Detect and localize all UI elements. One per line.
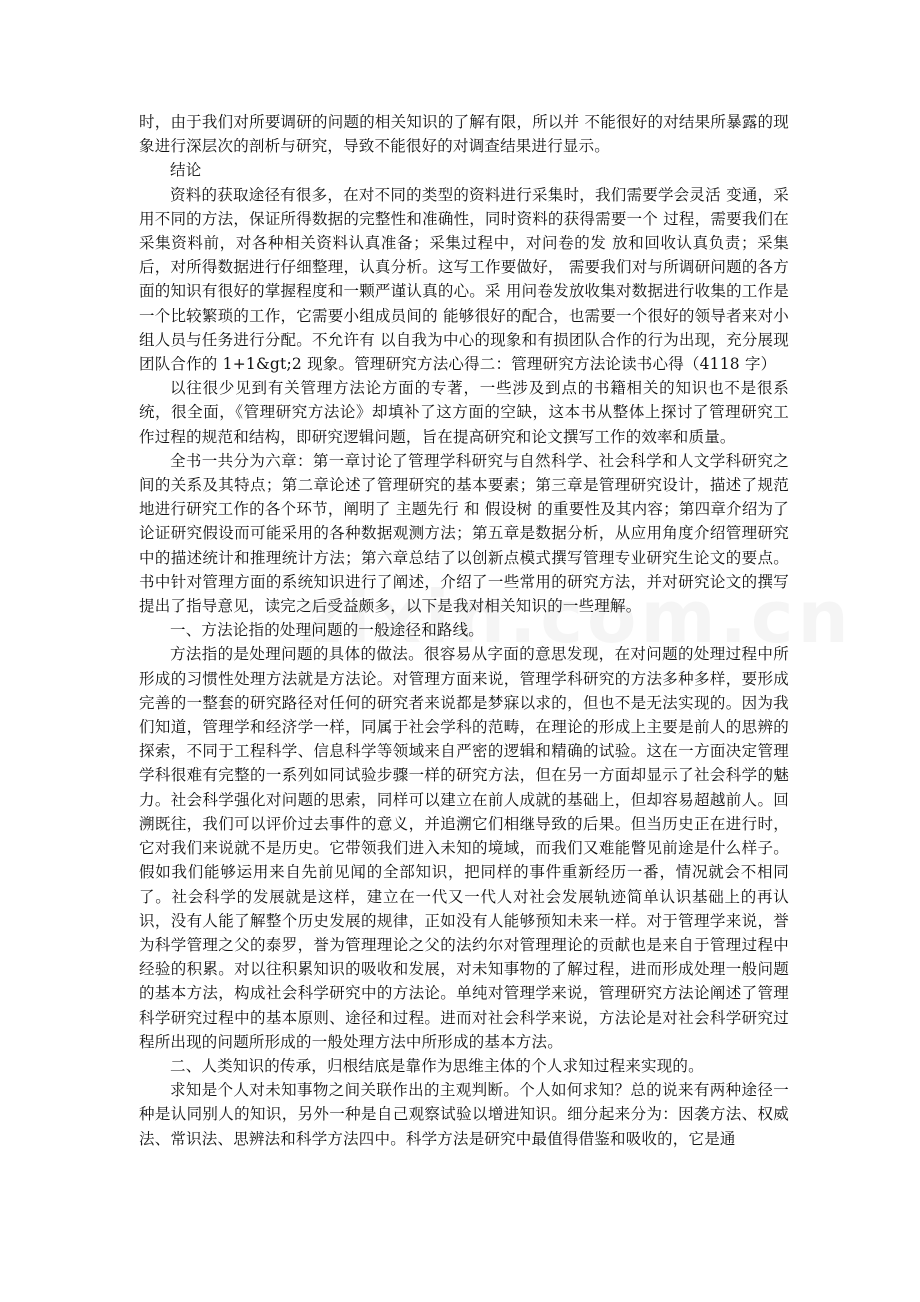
heading-conclusion: 结论 [170,161,202,180]
paragraph-methodology: 方法指的是处理问题的具体的做法。很容易从字面的意思发现，在对问题的处理过程中所形成的习惯性处理方法就是方法论。对管理方面来说，管理学科研究的方法多种多样，要形成完善的一整套的研究路径对任何的研究者来说都是梦寐以求的，但也不是无法实现的。因为我们知道，管理学和经济学一样，同属于社会学科的范畴，在理论的形成上主要是前人的思辨的探索，不同于工程科学、信息科学等领域来自严密的逻辑和精确的试验。这在一方面决定管理学科很难有完整的一系列如同试验步骤一样的研究方法，但在另一方面却显示了社会科学的魅力。社会科学强化对问题的思索，同样可以建立在前人成就的基础上，但却容易超越前人。回溯既往，我们可以评价过去事件的意义，并追溯它们相继导致的后果。但当历史正在进行时，它对我们来说就不是历史。它带领我们进入未知的境域，而我们又难能瞥见前途是什么样子。假如我们能够运用来自先前见闻的全部知识，把同样的事件重新经历一番，情况就会不相同了。社会科学的发展就是这样，建立在一代又一代人对社会发展轨迹简单认识基础上的再认识，没有人能了解整个历史发展的规律，正如没有人能够预知未来一样。对于管理学来说，誉为科学管理之父的泰罗，誉为管理理论之父的法约尔对管理理论的贡献也是来自于管理过程中经验的积累。对以往积累知识的吸收和发展，对未知事物的了解过程，进而形成处理一般问题的基本方法，构成社会科学研究中的方法论。单纯对管理学来说，管理研究方法论阐述了管理科学研究过程中的基本原则、途径和过程。进而对社会科学来说，方法论是对社会科学研究过程所出现的问题所形成的一般处理方法中所形成的基本方法。 [139,645,789,1051]
paragraph-conclusion: 资料的获取途径有很多，在对不同的类型的资料进行采集时，我们需要学会灵活 变通，采用不同的方法，保证所得数据的完整性和准确性，同时资料的获得需要一个 过程，需要我们在采集资料前，对各种相关资料认真准备；采集过程中，对问卷的发 放和回收认真负责；采集后，对所得数据进行仔细整理，认真分析。这写工作要做好， 需要我们对与所调研问题的各方面的知识有很好的掌握程度和一颗严谨认真的心。采 用问卷发放收集对数据进行收集的工作是一个比较繁琐的工作，它需要小组成员间的 能够很好的配合，也需要一个很好的领导者来对小组人员与任务进行分配。不允许有 以自我为中心的现象和有损团队合作的行为出现，充分展现团队合作的 1+1&gt;2 现象。管理研究方法心得二：管理研究方法论读书心得（4118 字） [139,185,789,374]
document-page [139,110,789,1151]
paragraph-intro-continuation: 时，由于我们对所要调研的问题的相关知识的了解有限，所以并 不能很好的对结果所暴露的现象进行深层次的剖析与研究，导致不能很好的对调查结果进行显示。 [139,113,789,156]
paragraph-knowledge: 求知是个人对未知事物之间关联作出的主观判断。个人如何求知？总的说来有两种途径一种是认同别人的知识，另外一种是自己观察试验以增进知识。细分起来分为：因袭方法、权威法、常识法、思辨法和科学方法四中。科学方法是研究中最值得借鉴和吸收的，它是通 [139,1081,789,1148]
heading-section-one: 一、方法论指的处理问题的一般途径和路线。 [170,621,485,640]
paragraph-book-chapters: 全书一共分为六章：第一章讨论了管理学科研究与自然科学、社会科学和人文学科研究之间的关系及其特点；第二章论述了管理研究的基本要素；第三章是管理研究设计，描述了规范地进行研究工作的各个环节，阐明了 主题先行 和 假设树 的重要性及其内容；第四章介绍为了论证研究假设而可能采用的各种数据观测方法；第五章是数据分析，从应用角度介绍管理研究中的描述统计和推理统计方法；第六章总结了以创新点模式撰写管理专业研究生论文的要点。 书中针对管理方面的系统知识进行了阐述，介绍了一些常用的研究方法，并对研究论文的撰写提出了指导意见，读完之后受益颇多，以下是我对相关知识的一些理解。 [139,451,789,616]
paragraph-book-intro: 以往很少见到有关管理方法论方面的专著，一些涉及到点的书籍相关的知识也不是很系统，很全面，《管理研究方法论》却填补了这方面的空缺，这本书从整体上探讨了管理研究工作过程的规范和结构，即研究逻辑问题，旨在提高研究和论文撰写工作的效率和质量。 [139,379,789,446]
heading-section-two: 二、人类知识的传承，归根结底是靠作为思维主体的个人求知过程来实现的。 [170,1056,704,1075]
